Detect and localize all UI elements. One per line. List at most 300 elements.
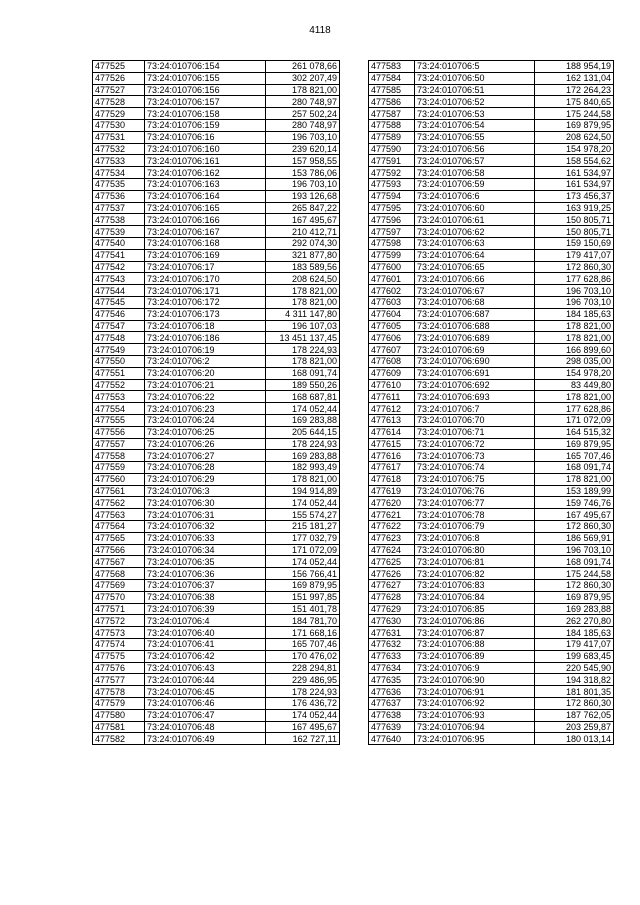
cadastral-number: 73:24:010706:47 [145,709,266,721]
cadastral-value: 153 189,99 [535,485,614,497]
cadastral-value: 189 550,26 [266,379,340,391]
cadastral-value: 151 401,78 [266,603,340,615]
cadastral-number: 73:24:010706:155 [145,72,266,84]
table-row [369,686,614,698]
table-row [369,155,614,167]
cadastral-value: 196 703,10 [535,285,614,297]
table-row [369,650,614,662]
table-row [93,296,340,308]
row-number: 477594 [369,190,415,202]
row-number: 477541 [93,249,145,261]
cadastral-value: 229 486,95 [266,674,340,686]
row-number: 477584 [369,72,415,84]
cadastral-number: 73:24:010706:28 [145,462,266,474]
cadastral-value: 162 727,11 [266,733,340,745]
table-row [93,108,340,120]
table-row [93,591,340,603]
table-row [93,426,340,438]
row-number: 477619 [369,485,415,497]
table-row [369,308,614,320]
cadastral-number: 73:24:010706:51 [415,84,535,96]
cadastral-value: 162 131,04 [535,72,614,84]
cadastral-value: 168 091,74 [535,462,614,474]
row-number: 477578 [93,686,145,698]
table-row [369,521,614,533]
cadastral-number: 73:24:010706:172 [145,296,266,308]
row-number: 477526 [93,72,145,84]
cadastral-number: 73:24:010706:45 [145,686,266,698]
cadastral-number: 73:24:010706:18 [145,320,266,332]
cadastral-number: 73:24:010706:689 [415,332,535,344]
table-row [93,450,340,462]
cadastral-value: 261 078,66 [266,61,340,73]
cadastral-number: 73:24:010706:168 [145,237,266,249]
row-number: 477599 [369,249,415,261]
cadastral-value: 194 914,89 [266,485,340,497]
table-row [369,261,614,273]
cadastral-number: 73:24:010706:19 [145,344,266,356]
table-row [369,84,614,96]
row-number: 477631 [369,627,415,639]
cadastral-number: 73:24:010706:16 [145,131,266,143]
row-number: 477593 [369,178,415,190]
table-row [93,698,340,710]
cadastral-number: 73:24:010706:171 [145,285,266,297]
cadastral-value: 169 283,88 [535,603,614,615]
table-row [93,509,340,521]
row-number: 477535 [93,178,145,190]
row-number: 477573 [93,627,145,639]
row-number: 477571 [93,603,145,615]
cadastral-number: 73:24:010706:66 [415,273,535,285]
cadastral-number: 73:24:010706:68 [415,296,535,308]
cadastral-value: 150 805,71 [535,226,614,238]
cadastral-number: 73:24:010706:165 [145,202,266,214]
row-number: 477600 [369,261,415,273]
table-row [93,237,340,249]
row-number: 477623 [369,532,415,544]
table-row [369,178,614,190]
row-number: 477542 [93,261,145,273]
cadastral-value: 172 860,30 [535,521,614,533]
table-row [93,686,340,698]
row-number: 477572 [93,615,145,627]
table-row [93,261,340,273]
cadastral-value: 178 821,00 [266,285,340,297]
table-row [93,403,340,415]
table-row [369,285,614,297]
cadastral-number: 73:24:010706:82 [415,568,535,580]
row-number: 477580 [93,709,145,721]
cadastral-value: 176 436,72 [266,698,340,710]
row-number: 477616 [369,450,415,462]
table-row [369,249,614,261]
cadastral-number: 73:24:010706:72 [415,438,535,450]
table-row [369,497,614,509]
cadastral-value: 169 879,95 [535,119,614,131]
cadastral-value: 183 589,56 [266,261,340,273]
cadastral-number: 73:24:010706:83 [415,580,535,592]
cadastral-value: 156 766,41 [266,568,340,580]
cadastral-number: 73:24:010706:74 [415,462,535,474]
cadastral-value: 196 703,10 [535,296,614,308]
cadastral-value: 193 126,68 [266,190,340,202]
cadastral-value: 169 879,95 [535,591,614,603]
table-row [369,367,614,379]
row-number: 477533 [93,155,145,167]
cadastral-value: 175 244,58 [535,568,614,580]
row-number: 477606 [369,332,415,344]
table-row [369,226,614,238]
table-row [93,367,340,379]
row-number: 477560 [93,473,145,485]
row-number: 477530 [93,119,145,131]
row-number: 477532 [93,143,145,155]
table-row [93,285,340,297]
table-row [369,627,614,639]
cadastral-value: 188 954,19 [535,61,614,73]
cadastral-value: 196 703,10 [535,544,614,556]
cadastral-value: 215 181,27 [266,521,340,533]
row-number: 477585 [369,84,415,96]
table-row [369,320,614,332]
cadastral-number: 73:24:010706:56 [415,143,535,155]
table-row [369,438,614,450]
row-number: 477529 [93,108,145,120]
table-row [93,344,340,356]
table-row [369,190,614,202]
table-row [369,273,614,285]
table-row [93,391,340,403]
row-number: 477607 [369,344,415,356]
row-number: 477577 [93,674,145,686]
cadastral-number: 73:24:010706:75 [415,473,535,485]
cadastral-number: 73:24:010706:156 [145,84,266,96]
table-row [369,485,614,497]
cadastral-value: 182 993,49 [266,462,340,474]
cadastral-value: 83 449,80 [535,379,614,391]
cadastral-number: 73:24:010706:7 [415,403,535,415]
cadastral-value: 203 259,87 [535,721,614,733]
cadastral-value: 199 683,45 [535,650,614,662]
row-number: 477557 [93,438,145,450]
row-number: 477595 [369,202,415,214]
cadastral-number: 73:24:010706:52 [415,96,535,108]
table-row [93,721,340,733]
cadastral-value: 178 821,00 [535,391,614,403]
row-number: 477629 [369,603,415,615]
table-row [93,497,340,509]
cadastral-number: 73:24:010706:21 [145,379,266,391]
cadastral-value: 13 451 137,45 [266,332,340,344]
table-row [369,580,614,592]
row-number: 477636 [369,686,415,698]
cadastral-number: 73:24:010706:76 [415,485,535,497]
row-number: 477531 [93,131,145,143]
cadastral-number: 73:24:010706:5 [415,61,535,73]
table-row [369,544,614,556]
table-row [369,344,614,356]
cadastral-number: 73:24:010706:92 [415,698,535,710]
row-number: 477586 [369,96,415,108]
row-number: 477579 [93,698,145,710]
cadastral-number: 73:24:010706:3 [145,485,266,497]
cadastral-number: 73:24:010706:87 [415,627,535,639]
cadastral-number: 73:24:010706:95 [415,733,535,745]
table-row [93,167,340,179]
row-number: 477618 [369,473,415,485]
cadastral-number: 73:24:010706:79 [415,521,535,533]
cadastral-value: 178 821,00 [266,355,340,367]
row-number: 477570 [93,591,145,603]
table-row [369,131,614,143]
cadastral-number: 73:24:010706:4 [145,615,266,627]
cadastral-number: 73:24:010706:78 [415,509,535,521]
row-number: 477550 [93,355,145,367]
cadastral-value: 154 978,20 [535,367,614,379]
table-row [93,556,340,568]
table-row [93,119,340,131]
table-row [369,391,614,403]
table-row [93,568,340,580]
cadastral-number: 73:24:010706:49 [145,733,266,745]
row-number: 477546 [93,308,145,320]
cadastral-value: 163 919,25 [535,202,614,214]
cadastral-number: 73:24:010706:690 [415,355,535,367]
row-number: 477588 [369,119,415,131]
table-row [93,627,340,639]
cadastral-number: 73:24:010706:687 [415,308,535,320]
cadastral-value: 184 185,63 [535,627,614,639]
cadastral-value: 178 821,00 [266,296,340,308]
row-number: 477547 [93,320,145,332]
table-row [93,580,340,592]
row-number: 477634 [369,662,415,674]
cadastral-number: 73:24:010706:20 [145,367,266,379]
cadastral-number: 73:24:010706:33 [145,532,266,544]
row-number: 477576 [93,662,145,674]
table-row [93,438,340,450]
cadastral-number: 73:24:010706:158 [145,108,266,120]
cadastral-number: 73:24:010706:30 [145,497,266,509]
table-row [369,61,614,73]
cadastral-number: 73:24:010706:64 [415,249,535,261]
cadastral-value: 172 860,30 [535,580,614,592]
cadastral-value: 169 283,88 [266,414,340,426]
row-number: 477566 [93,544,145,556]
cadastral-number: 73:24:010706:53 [415,108,535,120]
cadastral-value: 178 224,93 [266,344,340,356]
table-row [369,355,614,367]
row-number: 477604 [369,308,415,320]
row-number: 477639 [369,721,415,733]
cadastral-number: 73:24:010706:37 [145,580,266,592]
row-number: 477551 [93,367,145,379]
table-row [93,544,340,556]
table-row [369,96,614,108]
row-number: 477556 [93,426,145,438]
row-number: 477637 [369,698,415,710]
cadastral-number: 73:24:010706:2 [145,355,266,367]
cadastral-number: 73:24:010706:69 [415,344,535,356]
row-number: 477561 [93,485,145,497]
cadastral-value: 208 624,50 [535,131,614,143]
row-number: 477528 [93,96,145,108]
table-row [93,249,340,261]
table-row [93,532,340,544]
table-row [93,96,340,108]
cadastral-number: 73:24:010706:163 [145,178,266,190]
cadastral-number: 73:24:010706:73 [415,450,535,462]
row-number: 477625 [369,556,415,568]
row-number: 477548 [93,332,145,344]
cadastral-value: 175 840,65 [535,96,614,108]
cadastral-number: 73:24:010706:160 [145,143,266,155]
row-number: 477553 [93,391,145,403]
table-row [93,674,340,686]
row-number: 477614 [369,426,415,438]
row-number: 477633 [369,650,415,662]
table-row [93,662,340,674]
row-number: 477562 [93,497,145,509]
table-row [369,202,614,214]
row-number: 477627 [369,580,415,592]
cadastral-value: 181 801,35 [535,686,614,698]
cadastral-number: 73:24:010706:86 [415,615,535,627]
row-number: 477592 [369,167,415,179]
cadastral-number: 73:24:010706:25 [145,426,266,438]
cadastral-number: 73:24:010706:57 [415,155,535,167]
cadastral-number: 73:24:010706:46 [145,698,266,710]
row-number: 477587 [369,108,415,120]
cadastral-number: 73:24:010706:159 [145,119,266,131]
cadastral-value: 174 052,44 [266,556,340,568]
row-number: 477610 [369,379,415,391]
table-row [93,733,340,745]
cadastral-number: 73:24:010706:22 [145,391,266,403]
cadastral-number: 73:24:010706:27 [145,450,266,462]
table-row [93,332,340,344]
table-row [93,615,340,627]
cadastral-number: 73:24:010706:167 [145,226,266,238]
row-number: 477617 [369,462,415,474]
table-row [93,308,340,320]
cadastral-number: 73:24:010706:24 [145,414,266,426]
cadastral-value: 179 417,07 [535,639,614,651]
cadastral-number: 73:24:010706:29 [145,473,266,485]
cadastral-value: 178 821,00 [535,332,614,344]
row-number: 477559 [93,462,145,474]
cadastral-value: 194 318,82 [535,674,614,686]
row-number: 477544 [93,285,145,297]
table-row [369,72,614,84]
cadastral-number: 73:24:010706:63 [415,237,535,249]
table-row [369,591,614,603]
cadastral-value: 178 821,00 [266,473,340,485]
cadastral-value: 205 644,15 [266,426,340,438]
row-number: 477591 [369,155,415,167]
cadastral-value: 171 668,16 [266,627,340,639]
table-row [369,662,614,674]
row-number: 477543 [93,273,145,285]
cadastral-number: 73:24:010706:157 [145,96,266,108]
cadastral-value: 171 072,09 [535,414,614,426]
table-row [93,485,340,497]
cadastral-value: 220 545,90 [535,662,614,674]
row-number: 477613 [369,414,415,426]
table-row [93,143,340,155]
cadastral-value: 153 786,06 [266,167,340,179]
registry-table-right [368,60,614,745]
row-number: 477620 [369,497,415,509]
cadastral-number: 73:24:010706:154 [145,61,266,73]
table-row [93,355,340,367]
cadastral-value: 280 748,97 [266,119,340,131]
cadastral-number: 73:24:010706:162 [145,167,266,179]
table-row [369,532,614,544]
row-number: 477569 [93,580,145,592]
row-number: 477602 [369,285,415,297]
cadastral-number: 73:24:010706:88 [415,639,535,651]
cadastral-value: 175 244,58 [535,108,614,120]
table-row [369,379,614,391]
cadastral-number: 73:24:010706:692 [415,379,535,391]
cadastral-value: 321 877,80 [266,249,340,261]
table-row [369,237,614,249]
table-row [369,167,614,179]
table-row [93,61,340,73]
cadastral-value: 167 495,67 [266,721,340,733]
cadastral-number: 73:24:010706:31 [145,509,266,521]
cadastral-value: 168 687,81 [266,391,340,403]
cadastral-number: 73:24:010706:8 [415,532,535,544]
cadastral-value: 210 412,71 [266,226,340,238]
row-number: 477575 [93,650,145,662]
cadastral-value: 168 091,74 [535,556,614,568]
cadastral-number: 73:24:010706:164 [145,190,266,202]
row-number: 477608 [369,355,415,367]
cadastral-number: 73:24:010706:44 [145,674,266,686]
row-number: 477624 [369,544,415,556]
table-row [93,379,340,391]
cadastral-value: 167 495,67 [266,214,340,226]
cadastral-number: 73:24:010706:173 [145,308,266,320]
row-number: 477545 [93,296,145,308]
cadastral-value: 167 495,67 [535,509,614,521]
cadastral-number: 73:24:010706:17 [145,261,266,273]
row-number: 477621 [369,509,415,521]
cadastral-value: 177 628,86 [535,273,614,285]
cadastral-number: 73:24:010706:34 [145,544,266,556]
cadastral-number: 73:24:010706:84 [415,591,535,603]
cadastral-value: 208 624,50 [266,273,340,285]
cadastral-value: 159 150,69 [535,237,614,249]
cadastral-value: 172 264,23 [535,84,614,96]
table-row [369,414,614,426]
table-row [369,698,614,710]
table-row [93,202,340,214]
cadastral-number: 73:24:010706:55 [415,131,535,143]
cadastral-value: 161 534,97 [535,178,614,190]
row-number: 477563 [93,509,145,521]
cadastral-value: 180 013,14 [535,733,614,745]
cadastral-value: 292 074,30 [266,237,340,249]
cadastral-number: 73:24:010706:67 [415,285,535,297]
table-row [93,473,340,485]
table-row [93,273,340,285]
table-row [93,521,340,533]
cadastral-number: 73:24:010706:90 [415,674,535,686]
